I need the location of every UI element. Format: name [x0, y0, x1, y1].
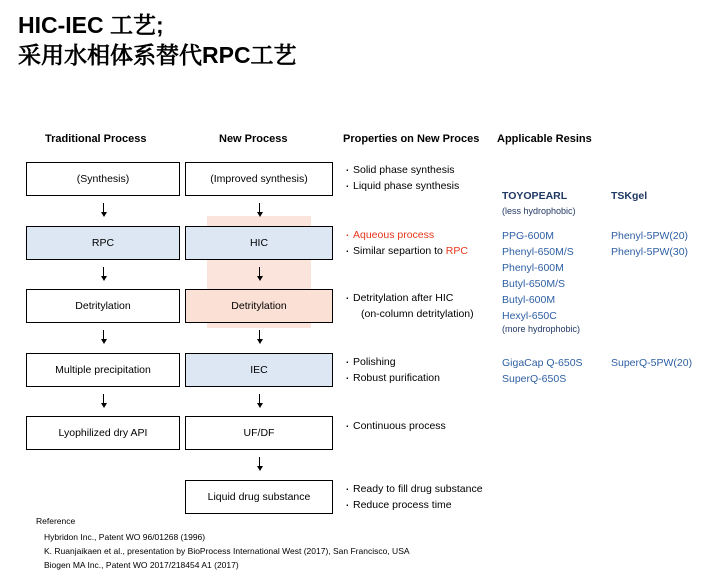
resin-subtitle-more-hydrophobic: (more hydrophobic) [502, 324, 581, 334]
property-item: · Solid phase synthesis [343, 162, 459, 178]
flow-box-traditional-rpc: RPC [26, 226, 180, 260]
property-text-rpc: RPC [445, 245, 468, 257]
column-header-traditional: Traditional Process [45, 133, 147, 145]
reference-item: K. Ruanjaikaen et al., presentation by BioProcess International West (2017), San Francisco, USA [44, 546, 410, 556]
resin-item: Phenyl-650M/S [502, 246, 574, 258]
reference-list [44, 530, 410, 572]
property-item: · Reduce process time [343, 497, 483, 513]
properties-group-synthesis [343, 162, 459, 194]
resin-item: Hexyl-650C [502, 310, 557, 322]
property-item-detritylation-after-hic: · Detritylation after HIC [343, 290, 474, 306]
arrow-traditional-1 [99, 203, 108, 217]
flow-box-traditional-precipitation: Multiple precipitation [26, 353, 180, 387]
resin-item: Phenyl-5PW(30) [611, 246, 689, 258]
flow-box-new-iec: IEC [185, 353, 333, 387]
resin-item: SuperQ-650S [502, 373, 567, 385]
page-title-line1: HIC-IEC 工艺; [18, 12, 164, 38]
resin-list-hic-toyopearl [502, 228, 574, 324]
arrow-new-3 [255, 330, 264, 344]
column-header-properties: Properties on New Proces [343, 133, 480, 145]
page-title [18, 10, 297, 70]
flow-box-traditional-lyophilized-api: Lyophilized dry API [26, 416, 180, 450]
property-item: · Polishing [343, 354, 440, 370]
property-item: · Robust purification [343, 370, 440, 386]
arrow-traditional-4 [99, 394, 108, 408]
property-item: · Ready to fill drug substance [343, 481, 483, 497]
flow-box-new-detritylation: Detritylation [185, 289, 333, 323]
resin-item: SuperQ-5PW(20) [611, 357, 693, 369]
property-text-prefix: Similar separtion to [353, 245, 446, 257]
resin-list-iec-tskgel [611, 355, 692, 371]
property-item-aqueous-process: · Aqueous process [343, 227, 468, 243]
property-item: · Liquid phase synthesis [343, 178, 459, 194]
resin-header-tskgel: TSKgel [611, 190, 648, 202]
flow-box-new-improved-synthesis: (Improved synthesis) [185, 162, 333, 196]
resin-item: Butyl-600M [502, 294, 556, 306]
column-header-new: New Process [219, 133, 288, 145]
resin-item: Phenyl-5PW(20) [611, 230, 689, 242]
reference-item: Hybridon Inc., Patent WO 96/01268 (1996) [44, 532, 206, 542]
properties-group-drug-substance [343, 481, 483, 513]
flow-box-traditional-detritylation: Detritylation [26, 289, 180, 323]
resin-item: Butyl-650M/S [502, 278, 566, 290]
arrow-new-5 [255, 457, 264, 471]
resin-subtitle-less-hydrophobic: (less hydrophobic) [502, 206, 576, 216]
column-header-resins: Applicable Resins [497, 133, 592, 145]
property-item-similar-separation [343, 243, 468, 259]
property-item-on-column: (on-column detritylation) [361, 308, 474, 320]
resin-item: Phenyl-600M [502, 262, 564, 274]
resin-item: GigaCap Q-650S [502, 357, 583, 369]
page-title-line2: 采用水相体系替代RPC工艺 [18, 42, 297, 68]
resin-list-hic-tskgel [611, 228, 688, 260]
arrow-new-1 [255, 203, 264, 217]
reference-item: Biogen MA Inc., Patent WO 2017/218454 A1 (2017) [44, 560, 239, 570]
arrow-new-2 [255, 267, 264, 281]
properties-group-detritylation [343, 290, 474, 322]
resin-item: PPG-600M [502, 230, 554, 242]
arrow-traditional-2 [99, 267, 108, 281]
properties-group-hic [343, 227, 468, 259]
arrow-new-4 [255, 394, 264, 408]
reference-label: Reference [36, 516, 76, 526]
properties-group-iec [343, 354, 440, 386]
resin-header-toyopearl: TOYOPEARL [502, 190, 568, 202]
property-item: · Continuous process [343, 418, 446, 434]
flow-box-new-hic: HIC [185, 226, 333, 260]
flow-box-new-liquid-drug-substance: Liquid drug substance [185, 480, 333, 514]
flow-box-traditional-synthesis: (Synthesis) [26, 162, 180, 196]
resin-list-iec-toyopearl [502, 355, 583, 387]
arrow-traditional-3 [99, 330, 108, 344]
properties-group-ufdf [343, 418, 446, 434]
flow-box-new-ufdf: UF/DF [185, 416, 333, 450]
